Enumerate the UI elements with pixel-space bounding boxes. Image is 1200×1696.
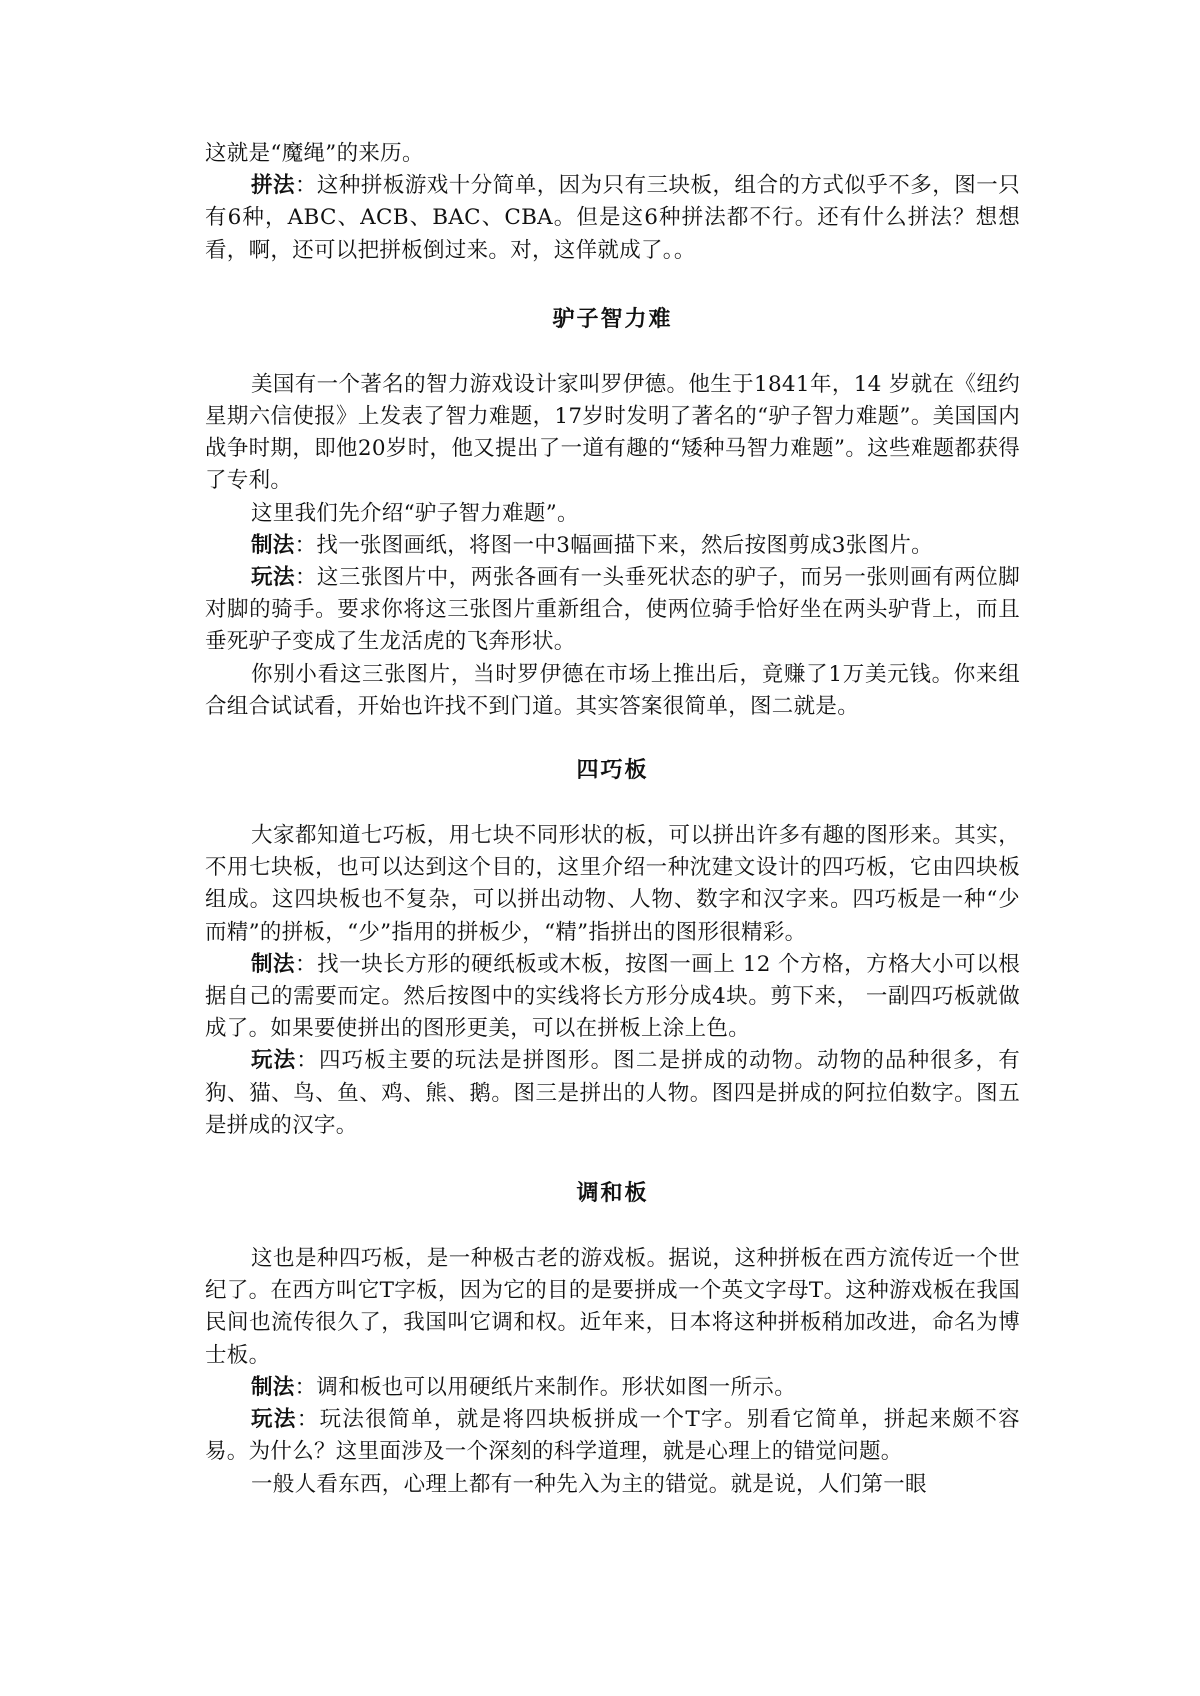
section-title-tiao-he-ban: 调和板 [576,1181,649,1207]
four-make-paragraph [205,949,1020,1046]
section-title-four-piece: 四巧板 [576,758,649,784]
make-text: ：找一张图画纸，将图一中3幅画描下来，然后按图剪成3张图片。 [294,532,933,558]
play-label: 玩法 [251,1048,297,1074]
tiao-paragraph-1: 这也是种四巧板，是一种极古老的游戏板。据说，这种拼板在西方流传近一个世纪了。在西方叫它T字板，因为它的目的是要拼成一个英文字母T。这种游戏板在我国民间也流传很久了，我国叫它调和权。近年来，日本将这种拼板稍加改进，命名为博士板。 [205,1246,1020,1368]
donkey-make-paragraph [205,530,1020,562]
play-label: 玩法 [251,565,295,591]
donkey-play-paragraph [205,562,1020,659]
four-paragraph-1: 大家都知道七巧板，用七块不同形状的板，可以拼出许多有趣的图形来。其实，不用七块板，也可以达到这个目的，这里介绍一种沈建文设计的四巧板，它由四块板组成。这四块板也不复杂，可以拼出动物、人物、数字和汉字来。四巧板是一种“少而精”的拼板，“少”指用的拼板少，“精”指拼出的图形很精彩。 [205,823,1020,945]
intro-play-paragraph [205,170,1020,267]
donkey-paragraph-3: 你别小看这三张图片，当时罗伊德在市场上推出后，竟赚了1万美元钱。你来组合组合试试看，开始也许找不到门道。其实答案很简单，图二就是。 [205,661,1020,719]
play-label: 玩法 [251,1407,297,1433]
intro-line: 这就是“魔绳”的来历。 [205,141,424,166]
tiao-play-paragraph [205,1404,1020,1468]
play-text: ：这三张图片中，两张各画有一头垂死状态的驴子，而另一张则画有两位脚对脚的骑手。要求你将这三张图片重新组合，使两位骑手恰好坐在两头驴背上，而且垂死驴子变成了生龙活虎的飞奔形状。 [205,565,1020,655]
tiao-paragraph-2: 一般人看东西，心理上都有一种先入为主的错觉。就是说，人们第一眼 [251,1471,927,1497]
make-text: ：找一块长方形的硬纸板或木板，按图一画上 12 个方格，方格大小可以根据自己的需要而定。然后按图中的实线将长方形分成4块。剪下来， 一副四巧板就做成了。如果要使拼出的图形更美，可以在拼板上涂上色。 [205,951,1021,1042]
make-label: 制法 [251,1374,295,1400]
tiao-make-paragraph [205,1372,1020,1404]
make-label: 制法 [251,951,296,977]
play-label: 拼法 [251,173,295,199]
donkey-paragraph-2: 这里我们先介绍“驴子智力难题”。 [251,500,579,526]
make-label: 制法 [251,532,295,558]
section-title-donkey: 驴子智力难 [552,306,673,332]
play-text: ：玩法很简单，就是将四块板拼成一个T字。别看它简单，拼起来颇不容易。为什么？这里面涉及一个深刻的科学道理，就是心理上的错觉问题。 [205,1407,1020,1465]
play-text: ：这种拼板游戏十分简单，因为只有三块板，组合的方式似乎不多，图一只有6种，ABC、ACB、BAC、CBA。但是这6种拼法都不行。还有什么拼法？想想看，啊，还可以把拼板倒过来。对，这佯就成了。。 [205,173,1020,263]
document-page [205,138,1020,1501]
play-text: ：四巧板主要的玩法是拼图形。图二是拼成的动物。动物的品种很多，有狗、猫、鸟、鱼、鸡、熊、鹅。图三是拼出的人物。图四是拼成的阿拉伯数字。图五是拼成的汉字。 [205,1048,1020,1138]
four-play-paragraph [205,1045,1020,1142]
donkey-paragraph-1: 美国有一个著名的智力游戏设计家叫罗伊德。他生于1841年，14 岁就在《纽约星期六信使报》上发表了智力难题，17岁时发明了著名的“驴子智力难题”。美国国内战争时期，即他20岁时，他又提出了一道有趣的“矮种马智力难题”。这些难题都获得了专利。 [205,371,1020,494]
make-text: ：调和板也可以用硬纸片来制作。形状如图一所示。 [294,1374,797,1400]
